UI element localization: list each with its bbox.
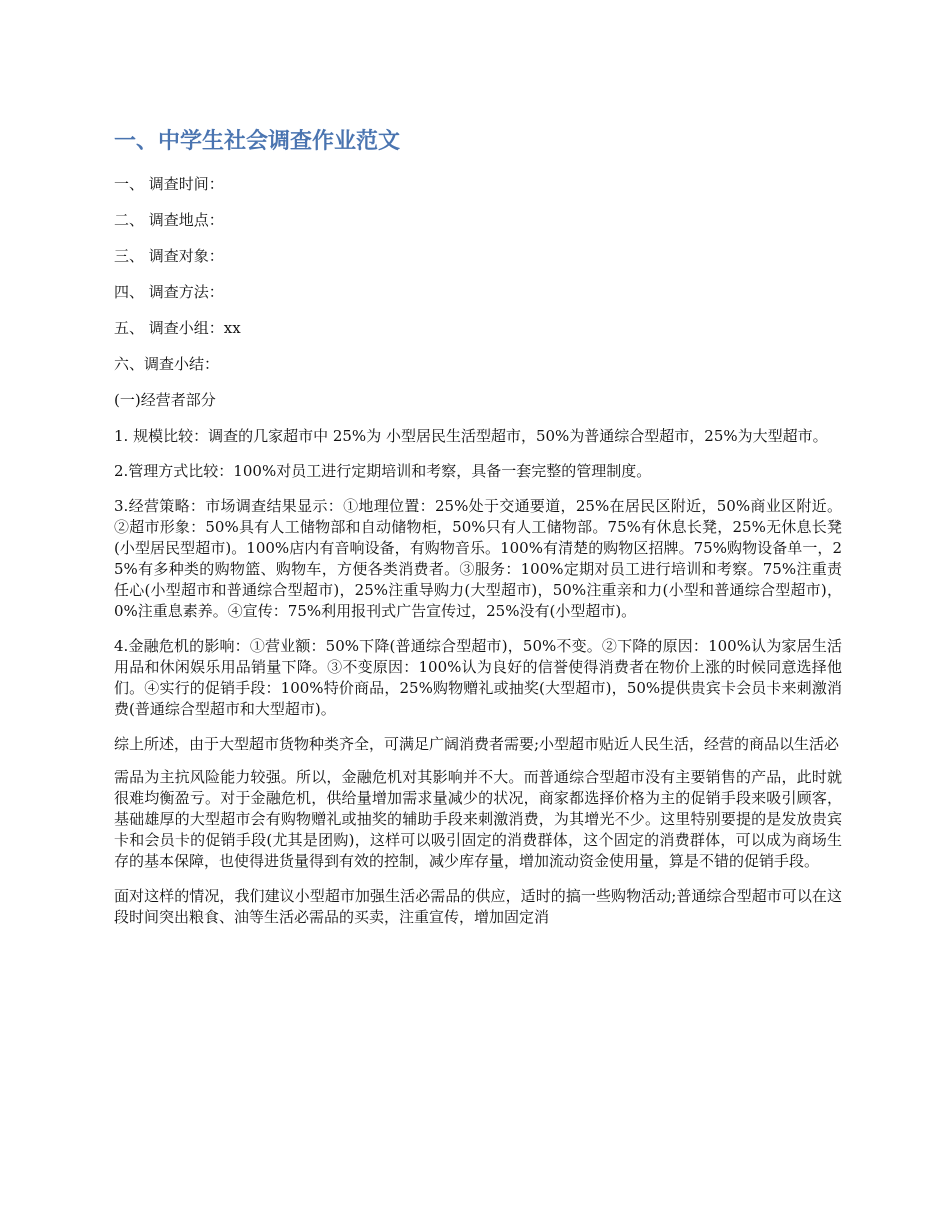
- suggestion-paragraph: 面对这样的情况，我们建议小型超市加强生活必需品的供应，适时的搞一些购物活动;普通综合型超市可以在这段时间突出粮食、油等生活必需品的买卖，注重宣传，增加固定消: [114, 887, 842, 926]
- document-body: [114, 126, 842, 942]
- management-comparison-paragraph: 2.管理方式比较：100%对员工进行定期培训和考察，具备一套完整的管理制度。: [114, 462, 652, 480]
- survey-time-item: 一、 调查时间：: [114, 175, 224, 193]
- scale-comparison-paragraph: 1. 规模比较：调查的几家超市中 25%为 小型居民生活型超市，50%为普通综合型超市，25%为大型超市。: [114, 427, 828, 445]
- page-title: 一、中学生社会调查作业范文: [114, 129, 401, 154]
- financial-crisis-paragraph: 4.金融危机的影响：①营业额：50%下降(普通综合型超市)，50%不变。②下降的原因：100%认为家居生活用品和休闲娱乐用品销量下降。③不变原因：100%认为良好的信誉使得消费者在物价上涨的时候同意选择他们。④实行的促销手段：100%特价商品，25%购物赠礼或抽奖(大型超市)，50%提供贵宾卡会员卡来刺激消费(普通综合型超市和大型超市)。: [114, 637, 842, 718]
- business-strategy-paragraph: 3.经营策略：市场调查结果显示：①地理位置：25%处于交通要道，25%在居民区附近，50%商业区附近。②超市形象：50%具有人工储物部和自动储物柜，50%只有人工储物部。75%有休息长凳，25%无休息长凳(小型居民型超市)。100%店内有音响设备，有购物音乐。100%有清楚的购物区招牌。75%购物设备单一，25%有多种类的购物篮、购物车，方便各类消费者。③服务：100%定期对员工进行培训和考察。75%注重责任心(小型超市和普通综合型超市)，25%注重导购力(大型超市)，50%注重亲和力(小型和普通综合型超市)，0%注重息素养。④宣传：75%利用报刊式广告宣传过，25%没有(小型超市)。: [114, 497, 842, 620]
- survey-method-item: 四、 调查方法：: [114, 283, 224, 301]
- operator-section-heading: (一)经营者部分: [114, 391, 216, 409]
- survey-group-item: 五、 调查小组：xx: [114, 319, 241, 337]
- survey-location-item: 二、 调查地点：: [114, 211, 224, 229]
- analysis-paragraph: 需品为主抗风险能力较强。所以，金融危机对其影响并不大。而普通综合型超市没有主要销售的产品，此时就很难均衡盈亏。对于金融危机，供给量增加需求量减少的状况，商家都选择价格为主的促销手段来吸引顾客，基础雄厚的大型超市会有购物赠礼或抽奖的辅助手段来刺激消费，为其增光不少。这里特别要提的是发放贵宾卡和会员卡的促销手段(尤其是团购)，这样可以吸引固定的消费群体，这个固定的消费群体，可以成为商场生存的基本保障，也使得进货量得到有效的控制，减少库存量，增加流动资金使用量，算是不错的促销手段。: [114, 768, 842, 870]
- survey-summary-item: 六、调查小结：: [114, 355, 220, 373]
- survey-subject-item: 三、 调查对象：: [114, 247, 224, 265]
- summary-paragraph: 综上所述，由于大型超市货物种类齐全，可满足广阔消费者需要;小型超市贴近人民生活，经营的商品以生活必: [114, 735, 840, 753]
